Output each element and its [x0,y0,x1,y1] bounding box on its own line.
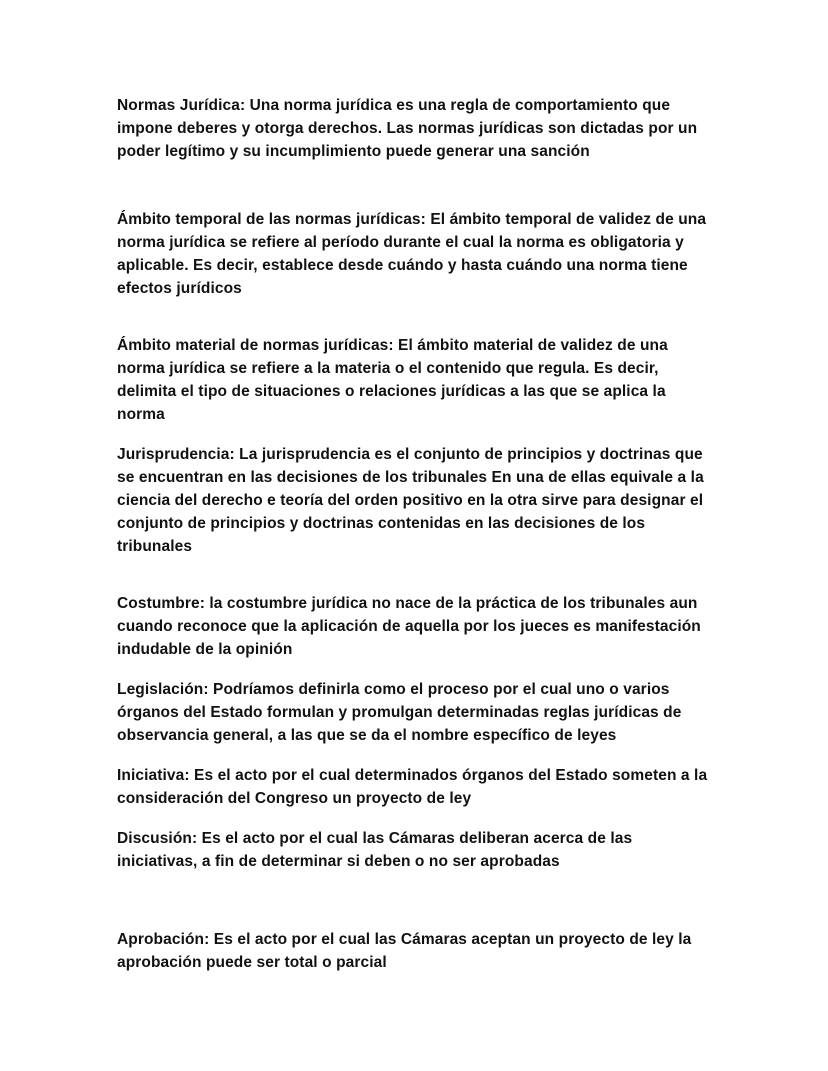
document-text-block [117,94,713,974]
paragraph-iniciativa: Iniciativa: Es el acto por el cual determinados órganos del Estado someten a la consideración del Congreso un proyecto de ley [117,767,708,807]
paragraph-costumbre: Costumbre: la costumbre jurídica no nace de la práctica de los tribunales aun cuando reconoce que la aplicación de aquella por los jueces es manifestación indudable de la opinión [117,595,701,658]
paragraph-ambito-temporal: Ámbito temporal de las normas jurídicas: El ámbito temporal de validez de una norma jurídica se refiere al período durante el cual la norma es obligatoria y aplicable. Es decir, establece desde cuándo y hasta cuándo una norma tiene efectos jurídicos [117,211,707,297]
paragraph-discusion: Discusión: Es el acto por el cual las Cámaras deliberan acerca de las iniciativas, a fin de determinar si deben o no ser aprobadas [117,830,633,870]
paragraph-jurisprudencia: Jurisprudencia: La jurisprudencia es el conjunto de principios y doctrinas que se encuentran en las decisiones de los tribunales En una de ellas equivale a la ciencia del derecho e teoría del orden positivo en la otra sirve para designar el conjunto de principios y doctrinas contenidas en las decisiones de los tribunales [117,446,704,555]
paragraph-ambito-material: Ámbito material de normas jurídicas: El ámbito material de validez de una norma jurídica se refiere a la materia o el contenido que regula. Es decir, delimita el tipo de situaciones o relaciones jurídicas a las que se aplica la norma [117,337,668,423]
paragraph-normas-juridica: Normas Jurídica: Una norma jurídica es una regla de comportamiento que impone deberes y otorga derechos. Las normas jurídicas son dictadas por un poder legítimo y su incumplimiento puede generar una sanción [117,97,698,160]
paragraph-legislacion: Legislación: Podríamos definirla como el proceso por el cual uno o varios órganos del Estado formulan y promulgan determinadas reglas jurídicas de observancia general, a las que se da el nombre específico de leyes [117,681,682,744]
paragraph-aprobacion: Aprobación: Es el acto por el cual las Cámaras aceptan un proyecto de ley la aprobación puede ser total o parcial [117,931,692,971]
